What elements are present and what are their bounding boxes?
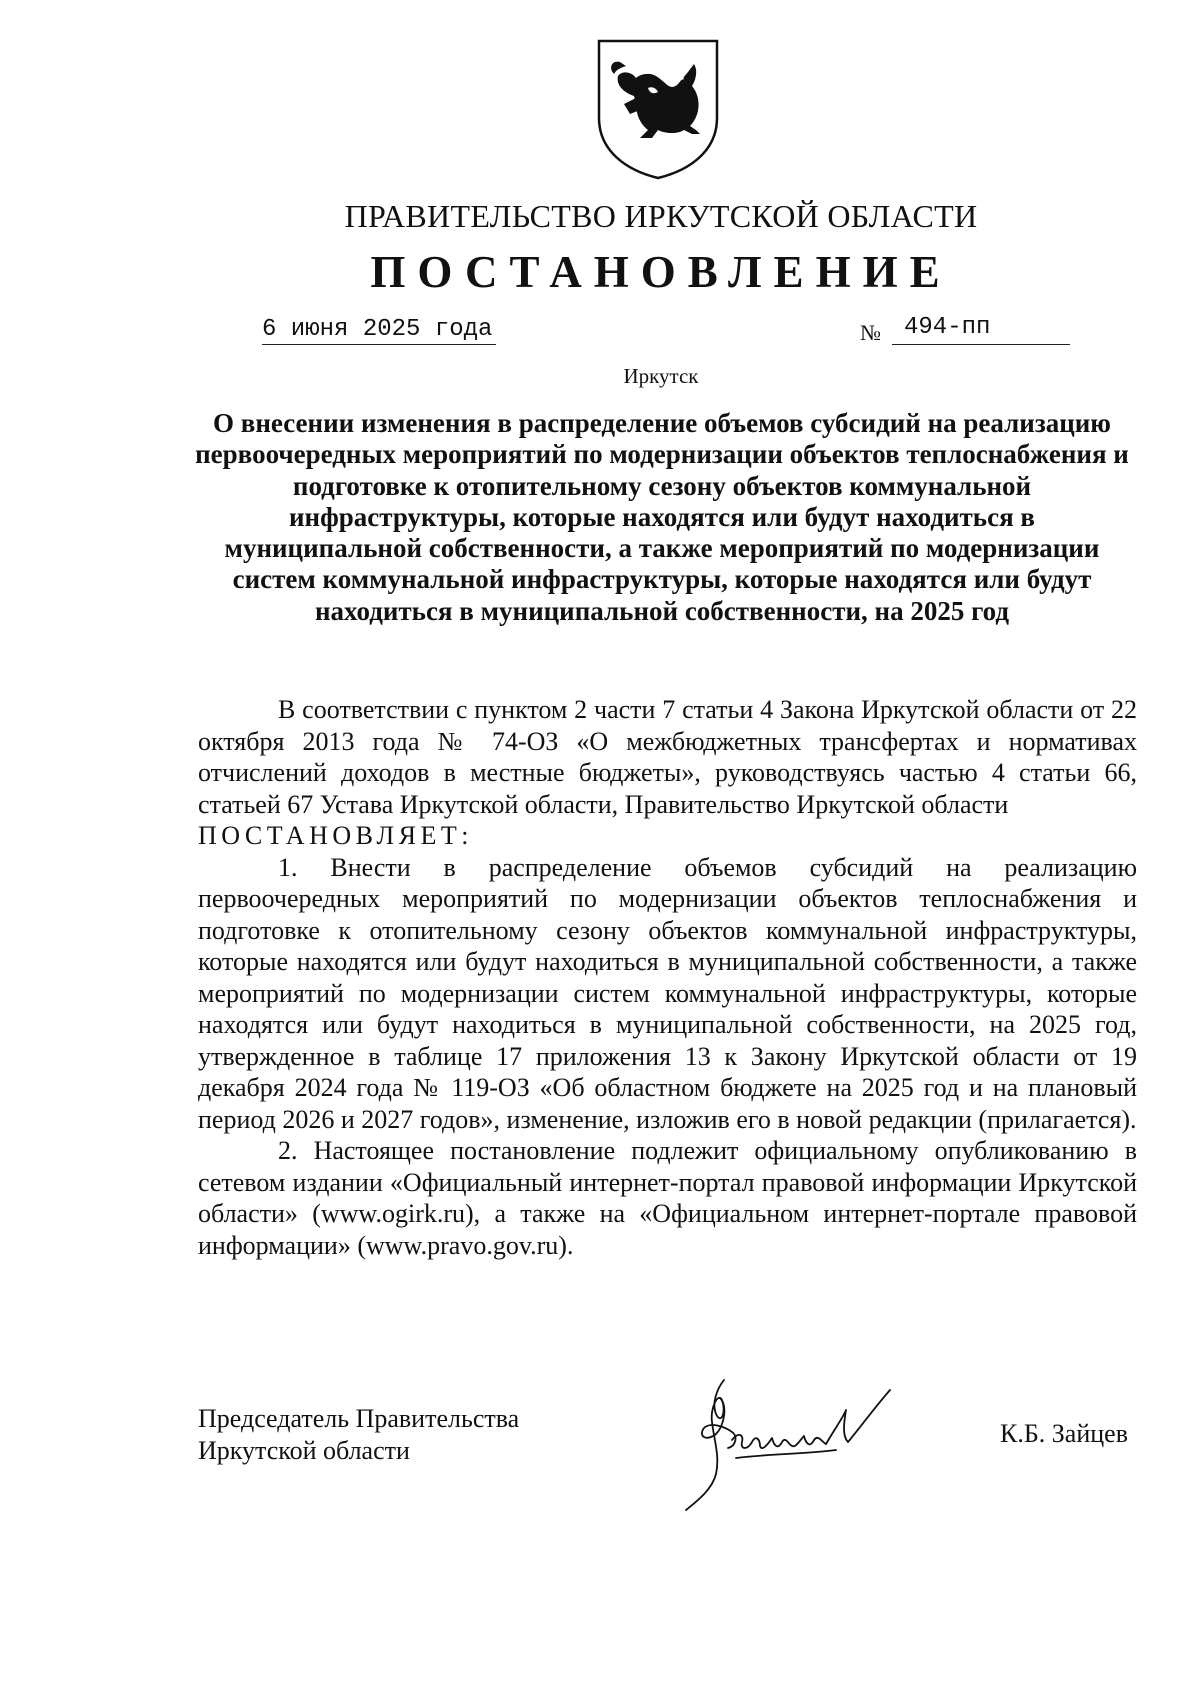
preamble: В соответствии с пунктом 2 части 7 статьи 4 Закона Иркутской области от 22 октября 2013 года № 74-ОЗ «О межбюджетных трансфертах и нормативах отчислений доходов в местные бюджеты», руководствуясь частью 4 статьи 66, статьей 67 Устава Иркутской области, Правительство Иркутской области xyxy=(198,695,1137,819)
document-title: О внесении изменения в распределение объемов субсидий на реализацию первоочередных мероприятий по модернизации объектов теплоснабжения и подготовке к отопительному сезону объектов коммунальной инфраструктуры, которые находятся или будут находиться в муниципальной собственности, а также мероприятий по модернизации систем коммунальной инфраструктуры, которые находятся или будут находиться в муниципальной собственности, на 2025 год xyxy=(195,408,1129,626)
organization-name: ПРАВИТЕЛЬСТВО ИРКУТСКОЙ ОБЛАСТИ xyxy=(344,198,978,234)
signature-icon xyxy=(676,1370,938,1520)
city: Иркутск xyxy=(623,364,699,388)
number-sign: № xyxy=(860,320,881,345)
signatory-name: К.Б. Зайцев xyxy=(1000,1419,1128,1448)
document-type: ПОСТАНОВЛЕНИЕ xyxy=(370,247,952,297)
resolves-word: ПОСТАНОВЛЯЕТ: xyxy=(198,821,473,850)
signatory-position-line-2: Иркутской области xyxy=(198,1436,410,1465)
document-number: 494-пп xyxy=(892,314,1070,345)
document-body xyxy=(198,694,1137,1261)
signatory-position-line-1: Председатель Правительства xyxy=(198,1404,520,1433)
item-1: 1. Внести в распределение объемов субсидий на реализацию первоочередных мероприятий по модернизации объектов теплоснабжения и подготовке к отопительному сезону объектов коммунальной инфраструктуры, которые находятся или будут находиться в муниципальной собственности, а также мероприятий по модернизации систем коммунальной инфраструктуры, которые находятся или будут находиться в муниципальной собственности, на 2025 год, утвержденное в таблице 17 приложения 13 к Закону Иркутской области от 19 декабря 2024 года № 119-ОЗ «Об областном бюджете на 2025 год и на плановый период 2026 и 2027 годов», изменение, изложив его в новой редакции (прилагается). xyxy=(198,852,1137,1134)
item-2: 2. Настоящее постановление подлежит официальному опубликованию в сетевом издании «Официальный интернет-портал правовой информации Иркутской области» (www.ogirk.ru), а также на «Официальном интернет-портале правовой информации» (www.pravo.gov.ru). xyxy=(198,1136,1137,1260)
coat-of-arms-icon xyxy=(596,38,720,180)
document-date: 6 июня 2025 года xyxy=(262,316,496,345)
signatory-position xyxy=(198,1403,519,1467)
